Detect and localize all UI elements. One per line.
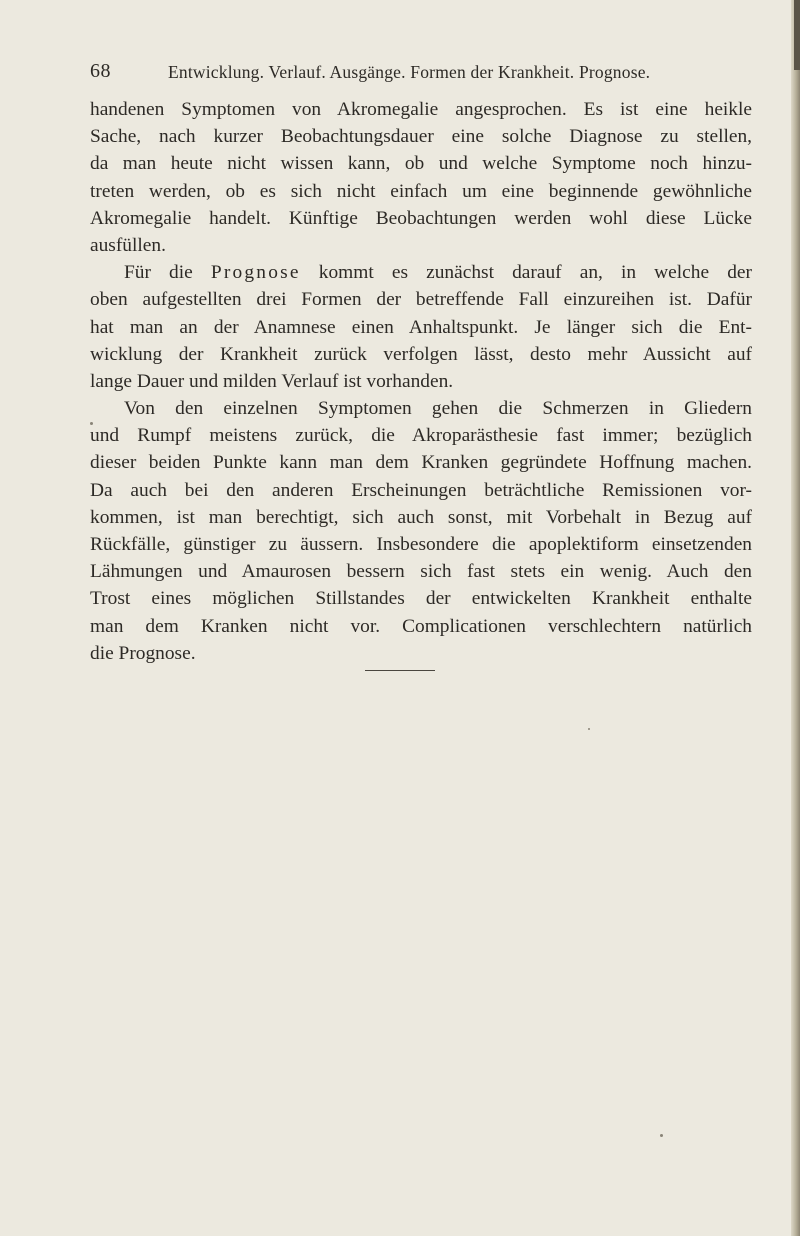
text-line: kommen, ist man berechtigt, sich auch sonst, mit Vorbehalt in Bezug auf <box>90 506 752 528</box>
text-line: Trost eines möglichen Stillstandes der entwickelten Krankheit enthalte <box>90 588 752 610</box>
page-header <box>90 58 750 84</box>
text-line: oben aufgestellten drei Formen der betreffende Fall einzureihen ist. Dafür <box>90 289 752 311</box>
text-fragment: Für die <box>124 262 193 284</box>
text-line: ausfüllen. <box>90 234 166 256</box>
page-edge <box>791 0 800 1236</box>
text-fragment: kommt es zunächst darauf an, in welche der <box>318 262 752 284</box>
text-line: dieser beiden Punkte kann man dem Kranken gegründete Hoffnung machen. <box>90 452 752 474</box>
text-line: Von den einzelnen Symptomen gehen die Schmerzen in Gliedern <box>124 398 752 420</box>
text-line: Akromegalie handelt. Künftige Beobachtungen werden wohl diese Lücke <box>90 207 752 229</box>
text-line: Lähmungen und Amaurosen bessern sich fast stets ein wenig. Auch den <box>90 561 752 583</box>
text-line: lange Dauer und milden Verlauf ist vorhanden. <box>90 370 454 392</box>
text-line: wicklung der Krankheit zurück verfolgen lässt, desto mehr Aussicht auf <box>90 343 752 365</box>
text-line: handenen Symptomen von Akromegalie angesprochen. Es ist eine heikle <box>90 99 752 120</box>
page-edge-mark <box>794 0 800 70</box>
text-line: hat man an der Anamnese einen Anhaltspunkt. Je länger sich die Ent- <box>90 316 752 338</box>
emphasis-prognose: Prognose <box>210 262 301 284</box>
text-line: und Rumpf meistens zurück, die Akroparästhesie fast immer; bezüglich <box>90 425 752 447</box>
text-line: die Prognose. <box>90 642 196 664</box>
text-line: man dem Kranken nicht vor. Complicationen verschlechtern natürlich <box>90 615 752 637</box>
text-line: Sache, nach kurzer Beobachtungsdauer eine solche Diagnose zu stellen, <box>90 126 752 148</box>
page-body <box>90 96 752 667</box>
running-head: Entwicklung. Verlauf. Ausgänge. Formen der Krankheit. Prognose. <box>168 62 651 82</box>
end-rule <box>365 670 435 671</box>
text-line <box>90 259 752 286</box>
text-line: Rückfälle, günstiger zu äussern. Insbesondere die apoplektiform einsetzenden <box>90 534 752 555</box>
paper-speck <box>660 1134 663 1137</box>
text-line: treten werden, ob es sich nicht einfach um eine beginnende gewöhnliche <box>90 180 752 202</box>
paper-speck <box>588 728 590 730</box>
page-number: 68 <box>90 60 111 82</box>
text-line: Da auch bei den anderen Erscheinungen beträchtliche Remissionen vor- <box>90 479 752 501</box>
paper-speck <box>90 422 93 425</box>
text-line: da man heute nicht wissen kann, ob und welche Symptome noch hinzu- <box>90 153 752 175</box>
